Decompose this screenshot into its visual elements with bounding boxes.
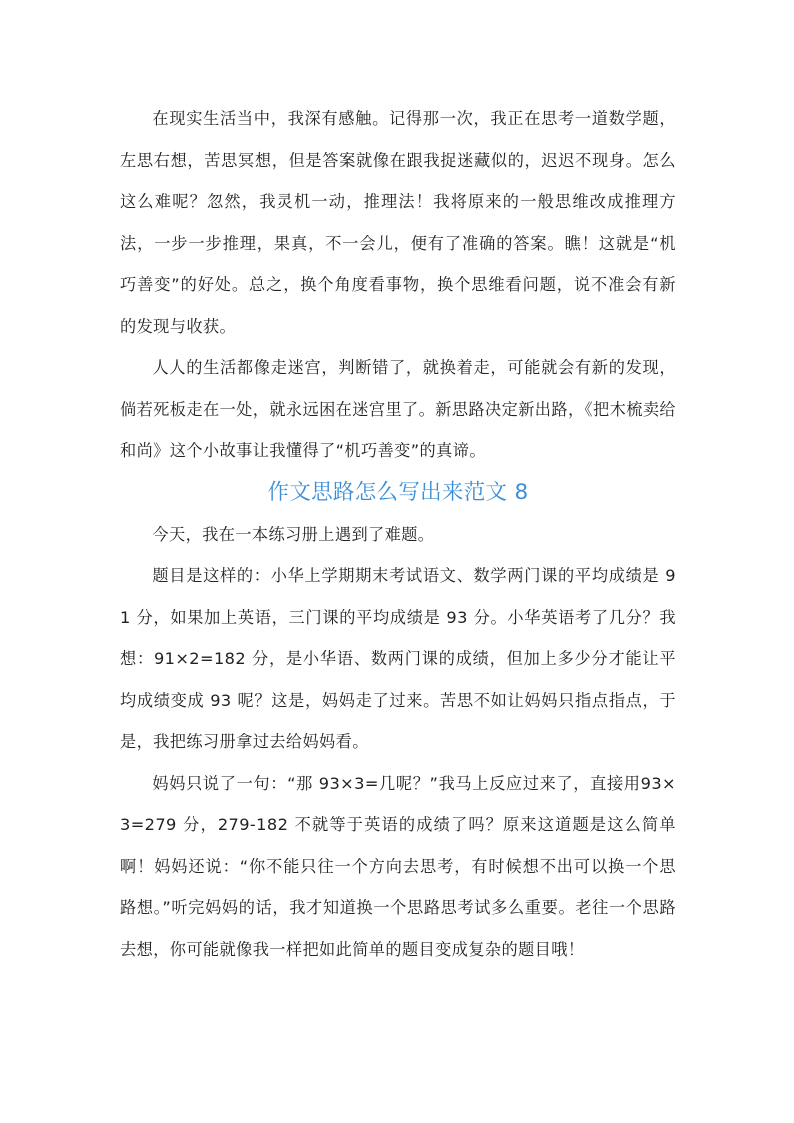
paragraph-mother-advice: 妈妈只说了一句：“那 93×3=几呢？”我马上反应过来了，直接用93×3=279 分，279-182 不就等于英语的成绩了吗？原来这道题是这么简单啊！妈妈还说：“你不能只往一个方向去思考，有时候想不出可以换一个思路想。”听完妈妈的话，我才知道换一个思路思考试多么重要。老往一个思路去想，你可能就像我一样把如此简单的题目变成复杂的题目哦！ — [120, 773, 676, 959]
paragraph-intro: 今天，我在一本练习册上遇到了难题。 — [152, 524, 435, 544]
document-body — [120, 98, 676, 970]
section-heading: 作文思路怎么写出来范文 8 — [267, 479, 529, 505]
paragraph-problem: 题目是这样的：小华上学期期末考试语文、数学两门课的平均成绩是 91 分，如果加上英语，三门课的平均成绩是 93 分。小华英语考了几分？我想：91×2=182 分，是小华语、数两门课的成绩，但加上多少分才能让平均成绩变成 93 呢？这是，妈妈走了过来。苦思不如让妈妈只指点指点，于是，我把练习册拿过去给妈妈看。 — [120, 566, 676, 751]
paragraph-maze: 人人的生活都像走迷宫，判断错了，就换着走，可能就会有新的发现，倘若死板走在一处，就永远困在迷宫里了。新思路决定新出路，《把木梳卖给和尚》这个小故事让我懂得了“机巧善变”的真谛。 — [120, 358, 676, 460]
paragraph-reflection: 在现实生活当中，我深有感触。记得那一次，我正在思考一道数学题，左思右想，苦思冥想，但是答案就像在跟我捉迷藏似的，迟迟不现身。怎么这么难呢？忽然，我灵机一动，推理法！我将原来的一般思维改成推理方法，一步一步推理，果真，不一会儿，便有了准确的答案。瞧！这就是“机巧善变”的好处。总之，换个角度看事物，换个思维看问题，说不准会有新的发现与收获。 — [120, 109, 676, 336]
